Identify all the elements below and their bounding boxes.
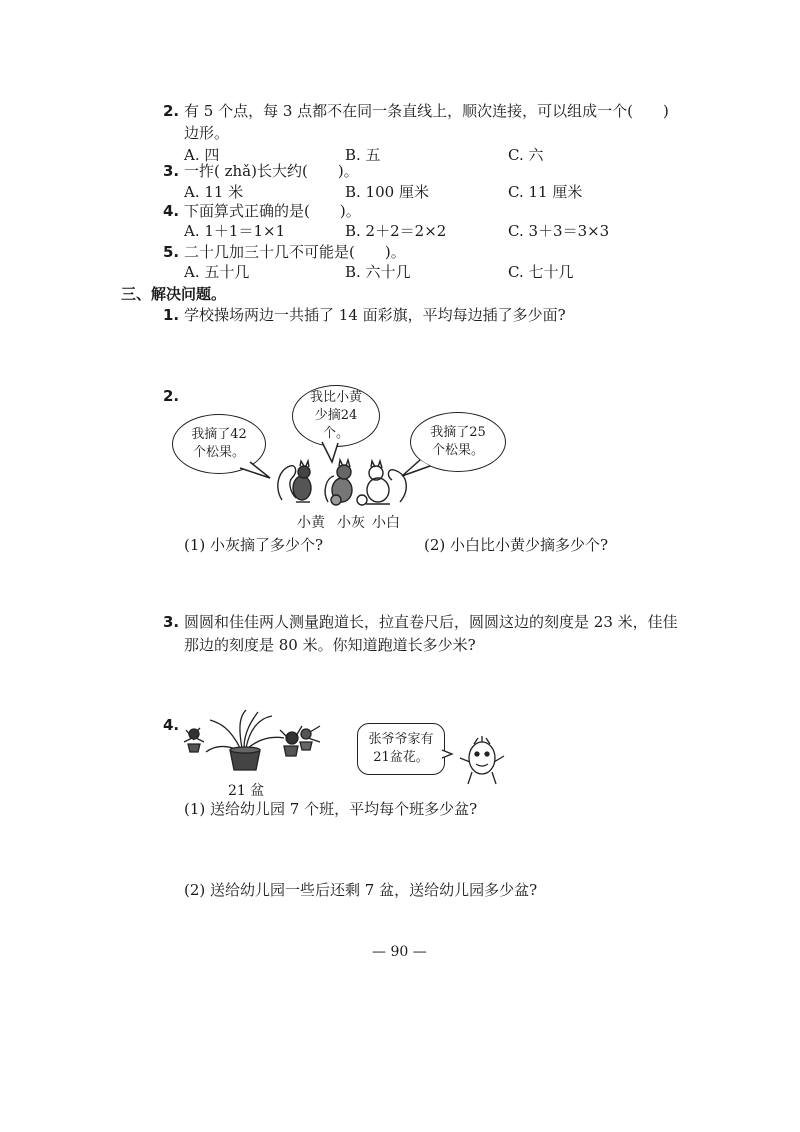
p4-sub-question-2: (2) 送给幼儿园一些后还剩 7 盆，送给幼儿园多少盆? [184, 881, 538, 899]
speech-box-grandpa [357, 723, 445, 775]
speech-bubble-middle [292, 385, 380, 447]
q2-option-c: C. 六 [508, 146, 544, 164]
q4-number: 4. [163, 202, 180, 220]
speech-bubble-middle-text: 我比小黄少摘24个。 [309, 390, 362, 441]
p1-text: 学校操场两边一共插了 14 面彩旗，平均每边插了多少面? [184, 306, 566, 324]
section3-heading: 三、解决问题。 [121, 285, 227, 303]
name-xiaobai: 小白 [372, 515, 400, 531]
q2-number: 2. [163, 102, 180, 120]
p1-number: 1. [163, 306, 180, 324]
q3-option-c: C. 11 厘米 [508, 183, 583, 201]
q2-stem-line1: 有 5 个点，每 3 点都不在同一条直线上，顺次连接，可以组成一个( ) [184, 102, 669, 120]
q2-option-b: B. 五 [345, 146, 381, 164]
q5-number: 5. [163, 243, 180, 261]
squirrels-illustration [270, 448, 420, 510]
p2-sub-question-1: (1) 小灰摘了多少个? [184, 536, 324, 554]
q4-option-a: A. 1＋1＝1×1 [184, 222, 286, 240]
speech-box-grandpa-text: 张爷爷家有21盆花。 [368, 732, 434, 765]
q3-number: 3. [163, 162, 180, 180]
p2-sub-question-2: (2) 小白比小黄少摘多少个? [424, 536, 609, 554]
q2-stem-line2: 边形。 [184, 124, 230, 142]
name-xiaohuang: 小黄 [297, 515, 325, 531]
q3-stem: 一拃( zhǎ)长大约( )。 [184, 162, 359, 180]
speech-bubble-left [172, 414, 266, 474]
speech-bubble-right [410, 412, 506, 472]
flower-pots-illustration [180, 708, 330, 778]
q5-option-a: A. 五十几 [184, 263, 250, 281]
q5-option-b: B. 六十几 [345, 263, 411, 281]
q3-option-a: A. 11 米 [184, 183, 244, 201]
q5-stem: 二十几加三十几不可能是( )。 [184, 243, 406, 261]
q4-option-c: C. 3＋3＝3×3 [508, 222, 610, 240]
grandpa-illustration [440, 728, 510, 788]
p4-sub-question-1: (1) 送给幼儿园 7 个班，平均每个班多少盆? [184, 800, 478, 818]
q2-option-a: A. 四 [184, 146, 220, 164]
speech-bubble-left-text: 我摘了42个松果。 [191, 427, 247, 460]
pots-count-label: 21 盆 [228, 783, 265, 799]
p3-line1: 圆圆和佳佳两人测量跑道长，拉直卷尺后，圆圆这边的刻度是 23 米，佳佳 [184, 613, 678, 631]
p4-number: 4. [163, 716, 180, 734]
name-xiaohui: 小灰 [337, 515, 365, 531]
q4-stem: 下面算式正确的是( )。 [184, 202, 361, 220]
q5-option-c: C. 七十几 [508, 263, 574, 281]
p2-number: 2. [163, 387, 180, 405]
q4-option-b: B. 2＋2＝2×2 [345, 222, 447, 240]
speech-bubble-right-text: 我摘了25个松果。 [430, 425, 486, 458]
p3-number: 3. [163, 613, 180, 631]
page-number: — 90 — [372, 944, 427, 960]
p3-line2: 那边的刻度是 80 米。你知道跑道长多少米? [184, 636, 476, 654]
q3-option-b: B. 100 厘米 [345, 183, 429, 201]
